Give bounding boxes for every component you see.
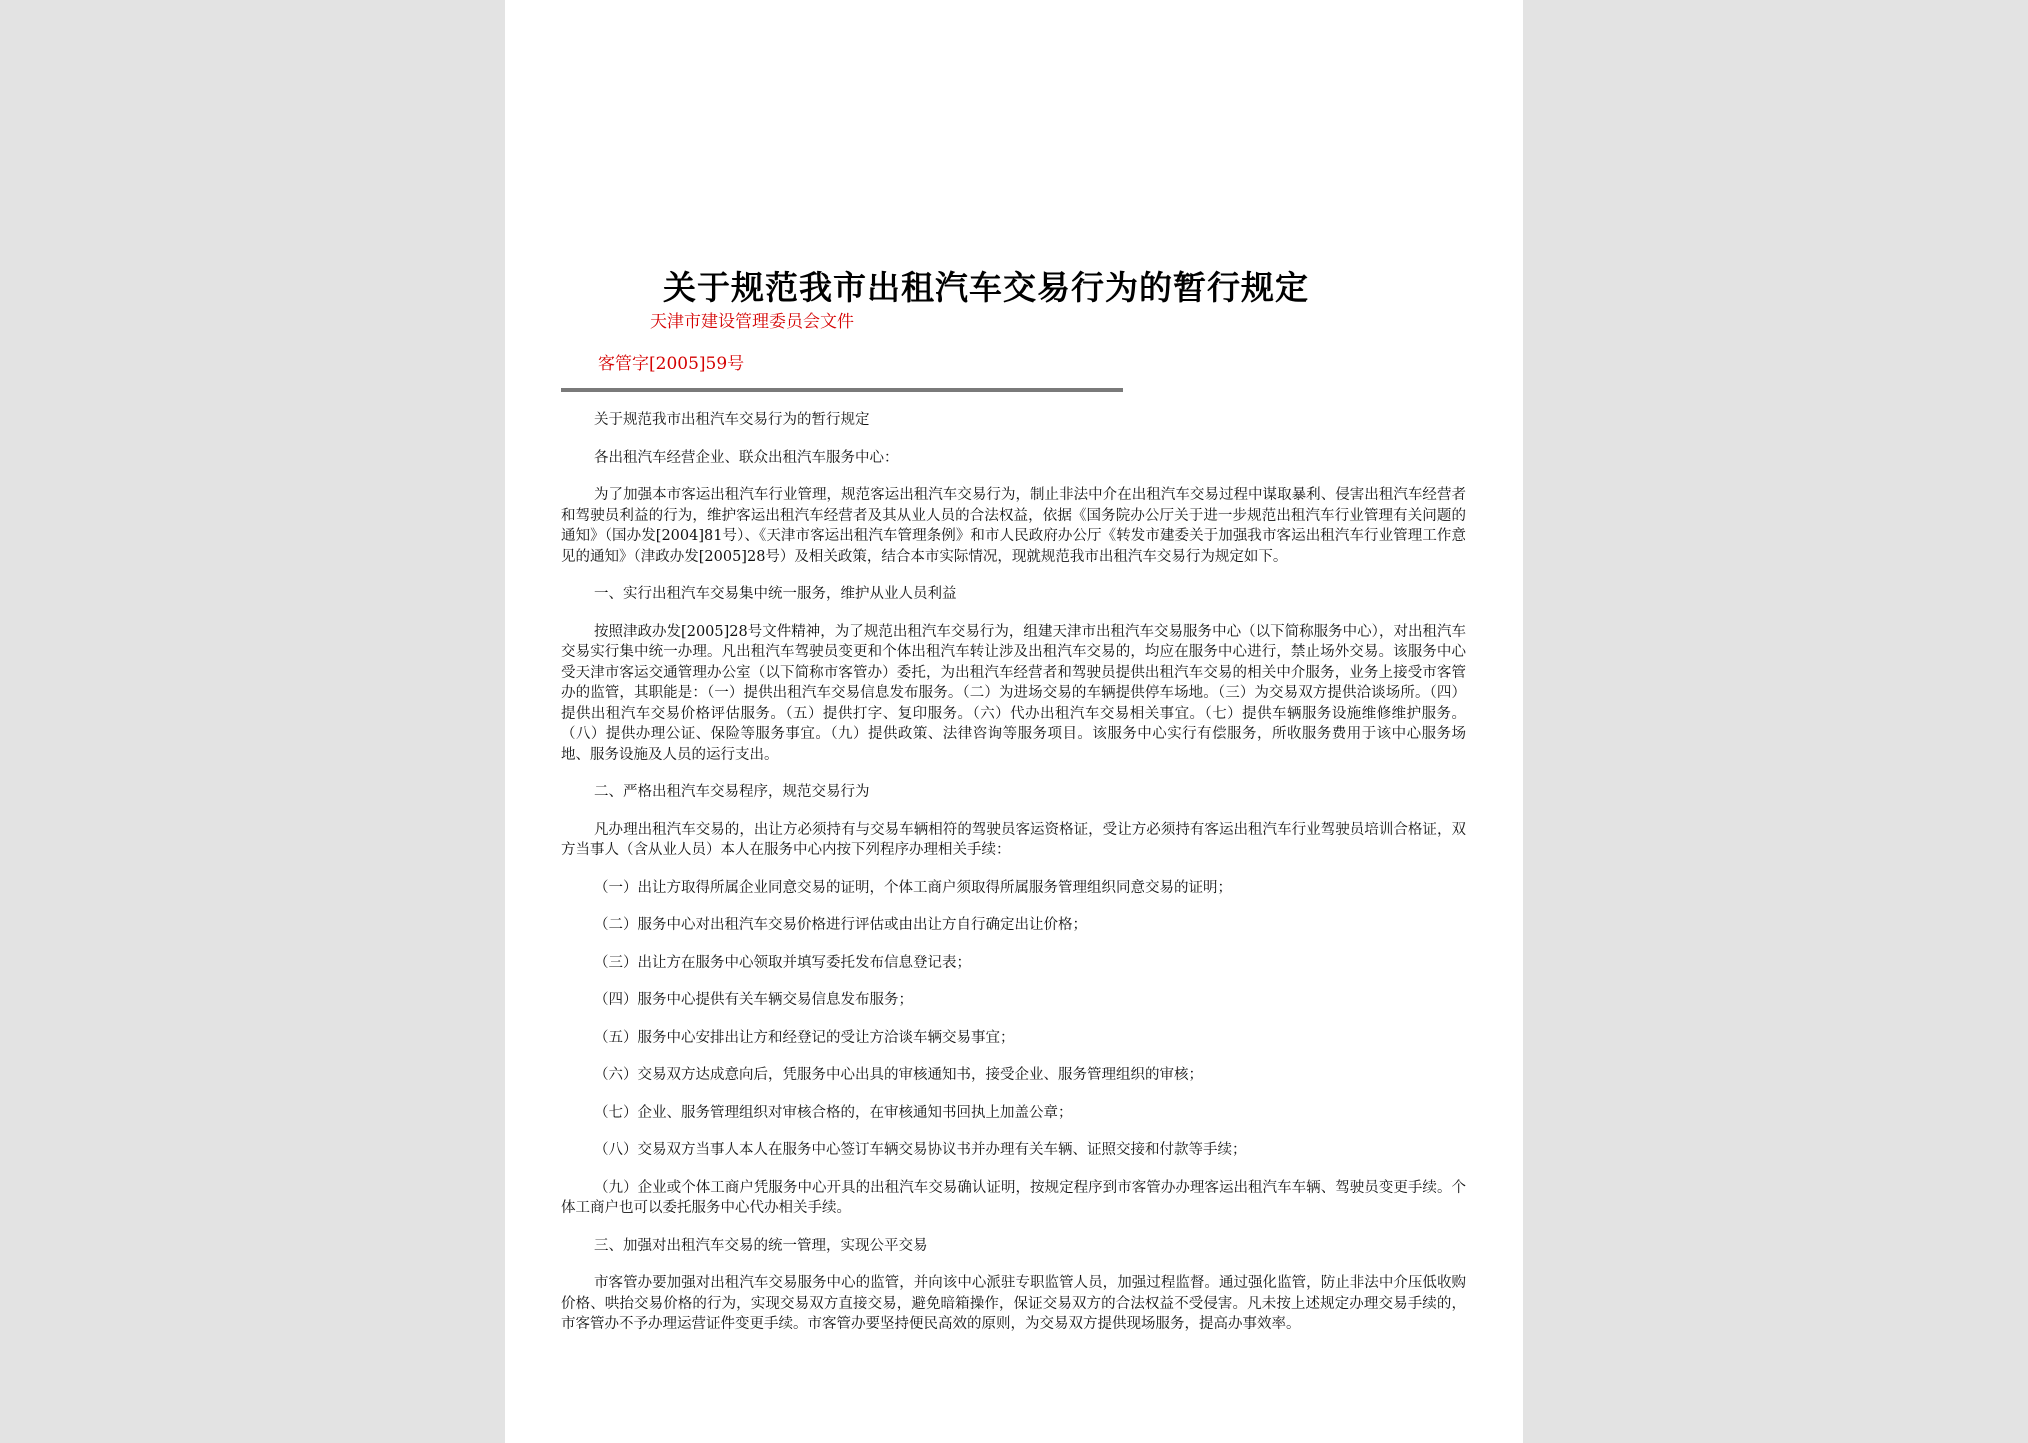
list-item: （四）服务中心提供有关车辆交易信息发布服务； bbox=[594, 992, 913, 1008]
section-heading-2: 二、严格出租汽车交易程序，规范交易行为 bbox=[594, 784, 870, 800]
list-item: （二）服务中心对出租汽车交易价格进行评估或由出让方自行确定出让价格； bbox=[594, 917, 1087, 933]
list-item: （七）企业、服务管理组织对审核合格的，在审核通知书回执上加盖公章； bbox=[594, 1104, 1073, 1121]
list-item: （一）出让方取得所属企业同意交易的证明，个体工商户须取得所属服务管理组织同意交易的证明； bbox=[594, 879, 1232, 896]
list-item: （三）出让方在服务中心领取并填写委托发布信息登记表； bbox=[594, 954, 971, 971]
paragraph-inner-title: 关于规范我市出租汽车交易行为的暂行规定 bbox=[594, 412, 870, 428]
list-item: （六）交易双方达成意向后，凭服务中心出具的审核通知书，接受企业、服务管理组织的审核； bbox=[594, 1067, 1203, 1083]
paragraph-preamble: 为了加强本市客运出租汽车行业管理，规范客运出租汽车交易行为，制止非法中介在出租汽车交易过程中谋取暴利、侵害出租汽车经营者和驾驶员利益的行为，维护客运出租汽车经营者及其从业人员的合法权益，依据《国务院办公厅关于进一步规范出租汽车行业管理有关问题的通知》（国办发[2004]81号）、《天津市客运出租汽车管理条例》和市人民政府办公厅《转发市建委关于加强我市客运出租汽车行业管理工作意见的通知》（津政办发[2005]28号）及相关政策，结合本市实际情况，现就规范我市出租汽车交易行为规定如下。 bbox=[561, 487, 1466, 565]
paragraph: 凡办理出租汽车交易的，出让方必须持有与交易车辆相符的驾驶员客运资格证，受让方必须持有客运出租汽车行业驾驶员培训合格证，双方当事人（含从业人员）本人在服务中心内按下列程序办理相关手续： bbox=[561, 821, 1466, 858]
document-number: 客管字[2005]59号 bbox=[598, 354, 745, 374]
list-item: （八）交易双方当事人本人在服务中心签订车辆交易协议书并办理有关车辆、证照交接和付款等手续； bbox=[594, 1142, 1247, 1158]
section-heading-3: 三、加强对出租汽车交易的统一管理，实现公平交易 bbox=[594, 1237, 928, 1254]
paragraph: 按照津政办发[2005]28号文件精神，为了规范出租汽车交易行为，组建天津市出租汽车交易服务中心（以下简称服务中心），对出租汽车交易实行集中统一办理。凡出租汽车驾驶员变更和个体出租汽车转让涉及出租汽车交易的，均应在服务中心进行，禁止场外交易。该服务中心受天津市客运交通管理办公室（以下简称市客管办）委托，为出租汽车经营者和驾驶员提供出租汽车交易的相关中介服务，业务上接受市客管办的监管，其职能是：（一）提供出租汽车交易信息发布服务。（二）为进场交易的车辆提供停车场地。（三）为交易双方提供洽谈场所。（四）提供出租汽车交易价格评估服务。（五）提供打字、复印服务。（六）代办出租汽车交易相关事宜。（七）提供车辆服务设施维修维护服务。（八）提供办理公证、保险等服务事宜。（九）提供政策、法律咨询等服务项目。该服务中心实行有偿服务，所收服务费用于该中心服务场地、服务设施及人员的运行支出。 bbox=[561, 623, 1466, 763]
issuer-line: 天津市建设管理委员会文件 bbox=[650, 312, 854, 332]
document-body bbox=[561, 410, 1466, 1352]
list-item: （九）企业或个体工商户凭服务中心开具的出租汽车交易确认证明，按规定程序到市客管办办理客运出租汽车车辆、驾驶员变更手续。个体工商户也可以委托服务中心代办相关手续。 bbox=[561, 1179, 1466, 1216]
document-page bbox=[505, 0, 1523, 1443]
list-item: （五）服务中心安排出让方和经登记的受让方洽谈车辆交易事宜； bbox=[594, 1029, 1015, 1046]
header-divider bbox=[561, 388, 1123, 392]
paragraph: 市客管办要加强对出租汽车交易服务中心的监管，并向该中心派驻专职监管人员，加强过程监督。通过强化监管，防止非法中介压低收购价格、哄抬交易价格的行为，实现交易双方直接交易，避免暗箱操作，保证交易双方的合法权益不受侵害。凡未按上述规定办理交易手续的，市客管办不予办理运营证件变更手续。市客管办要坚持便民高效的原则，为交易双方提供现场服务，提高办事效率。 bbox=[561, 1275, 1466, 1332]
section-heading-1: 一、实行出租汽车交易集中统一服务，维护从业人员利益 bbox=[594, 586, 957, 602]
document-title: 关于规范我市出租汽车交易行为的暂行规定 bbox=[663, 268, 1309, 307]
paragraph-salutation: 各出租汽车经营企业、联众出租汽车服务中心： bbox=[594, 449, 899, 466]
